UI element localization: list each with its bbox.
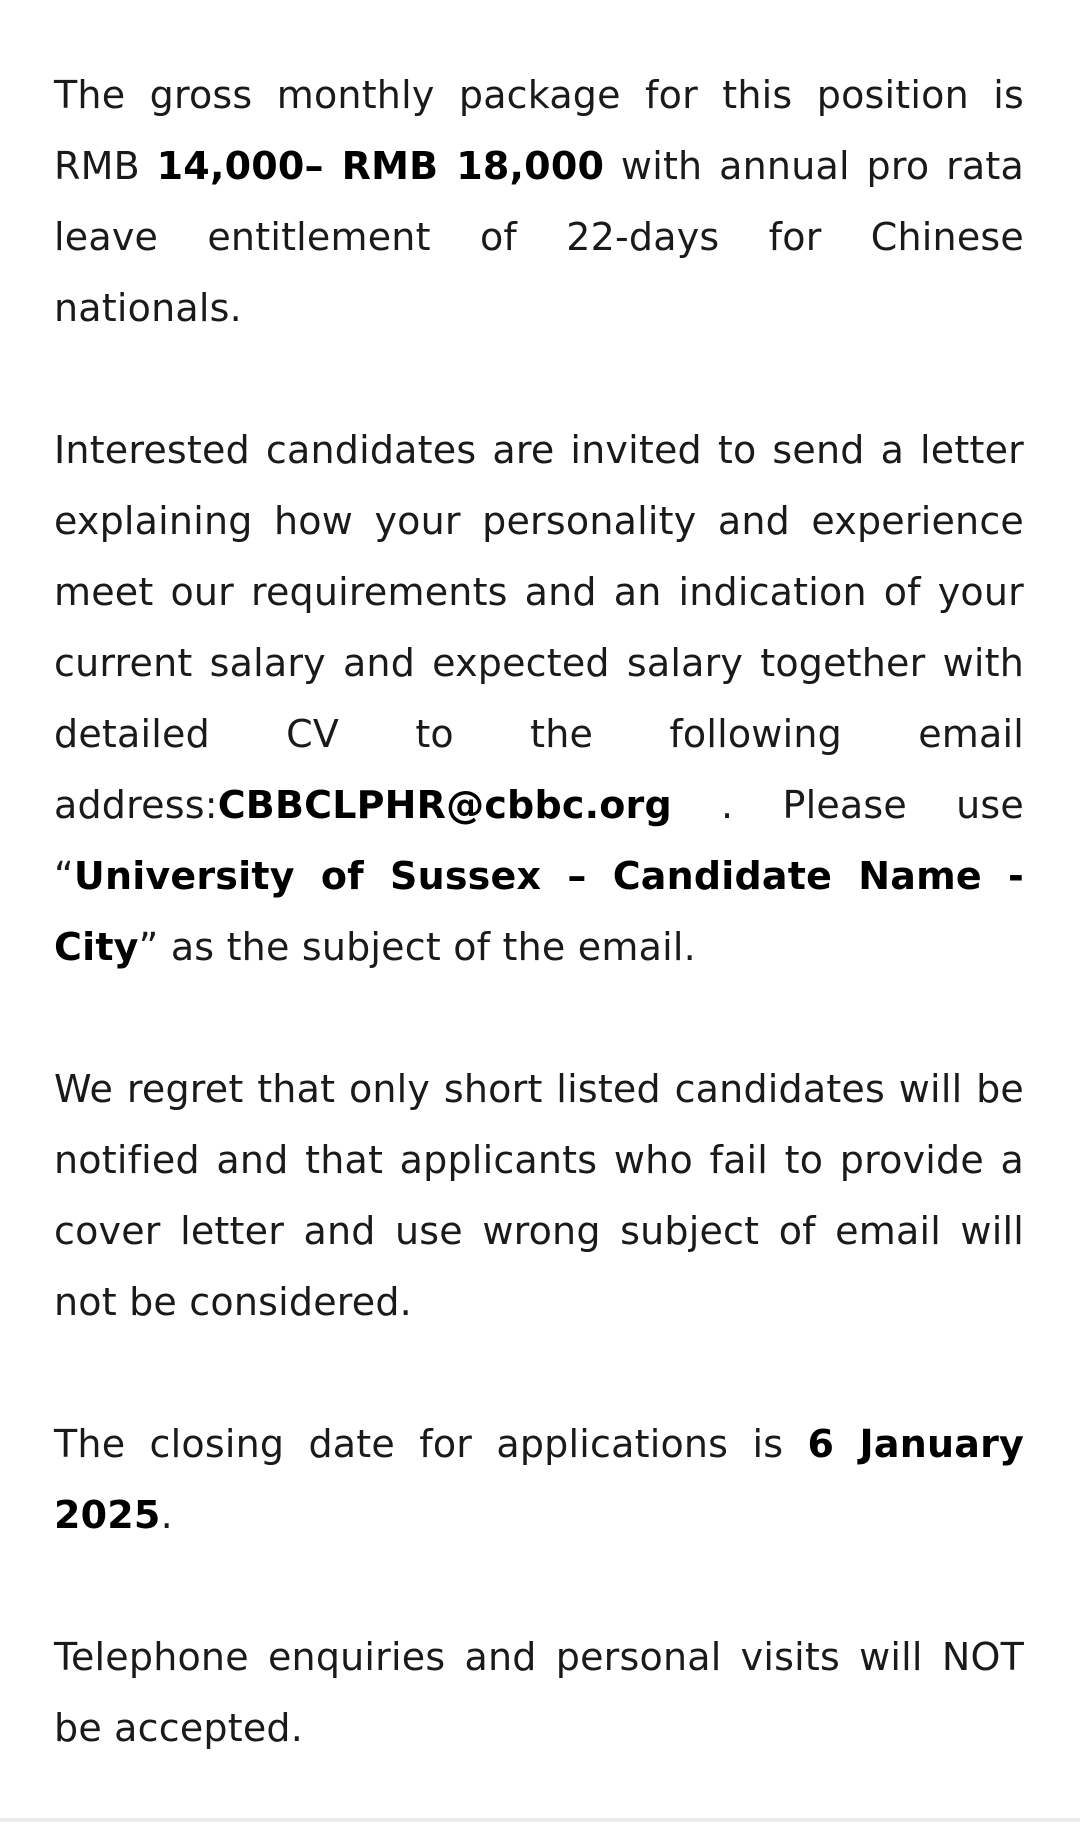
salary-amount: 14,000– RMB 18,000 [156, 144, 605, 188]
closing-date-paragraph [54, 1409, 1024, 1551]
email-subject-format: University of Sussex – Candidate Name - City [54, 854, 1024, 969]
application-text-end: ” as the subject of the email. [138, 925, 696, 969]
enquiries-paragraph: Telephone enquiries and personal visits will NOT be accepted. [54, 1635, 1024, 1750]
salary-paragraph [54, 60, 1024, 344]
application-text-mid: . Please use “ [54, 783, 1024, 898]
salary-text-end: with annual pro rata leave entitlement of 22-days for Chinese nationals. [54, 144, 1024, 330]
closing-text-start: The closing date for applications is [54, 1422, 808, 1466]
closing-date: 6 January 2025 [54, 1422, 1024, 1537]
salary-text-start: The gross monthly package for this position is RMB [54, 73, 1024, 188]
application-text-start: Interested candidates are invited to send a letter explaining how your personality and experience meet our requirements and an indication of your current salary and expected salary together with detailed CV to the following email address: [54, 428, 1024, 827]
application-email[interactable]: CBBCLPHR@cbbc.org [217, 783, 672, 827]
closing-text-end: . [160, 1493, 173, 1537]
bottom-divider [0, 1818, 1080, 1822]
application-paragraph [54, 415, 1024, 983]
job-posting-body [54, 60, 1024, 1764]
shortlist-notice-paragraph: We regret that only short listed candidates will be notified and that applicants who fail to provide a cover letter and use wrong subject of email will not be considered. [54, 1067, 1024, 1324]
